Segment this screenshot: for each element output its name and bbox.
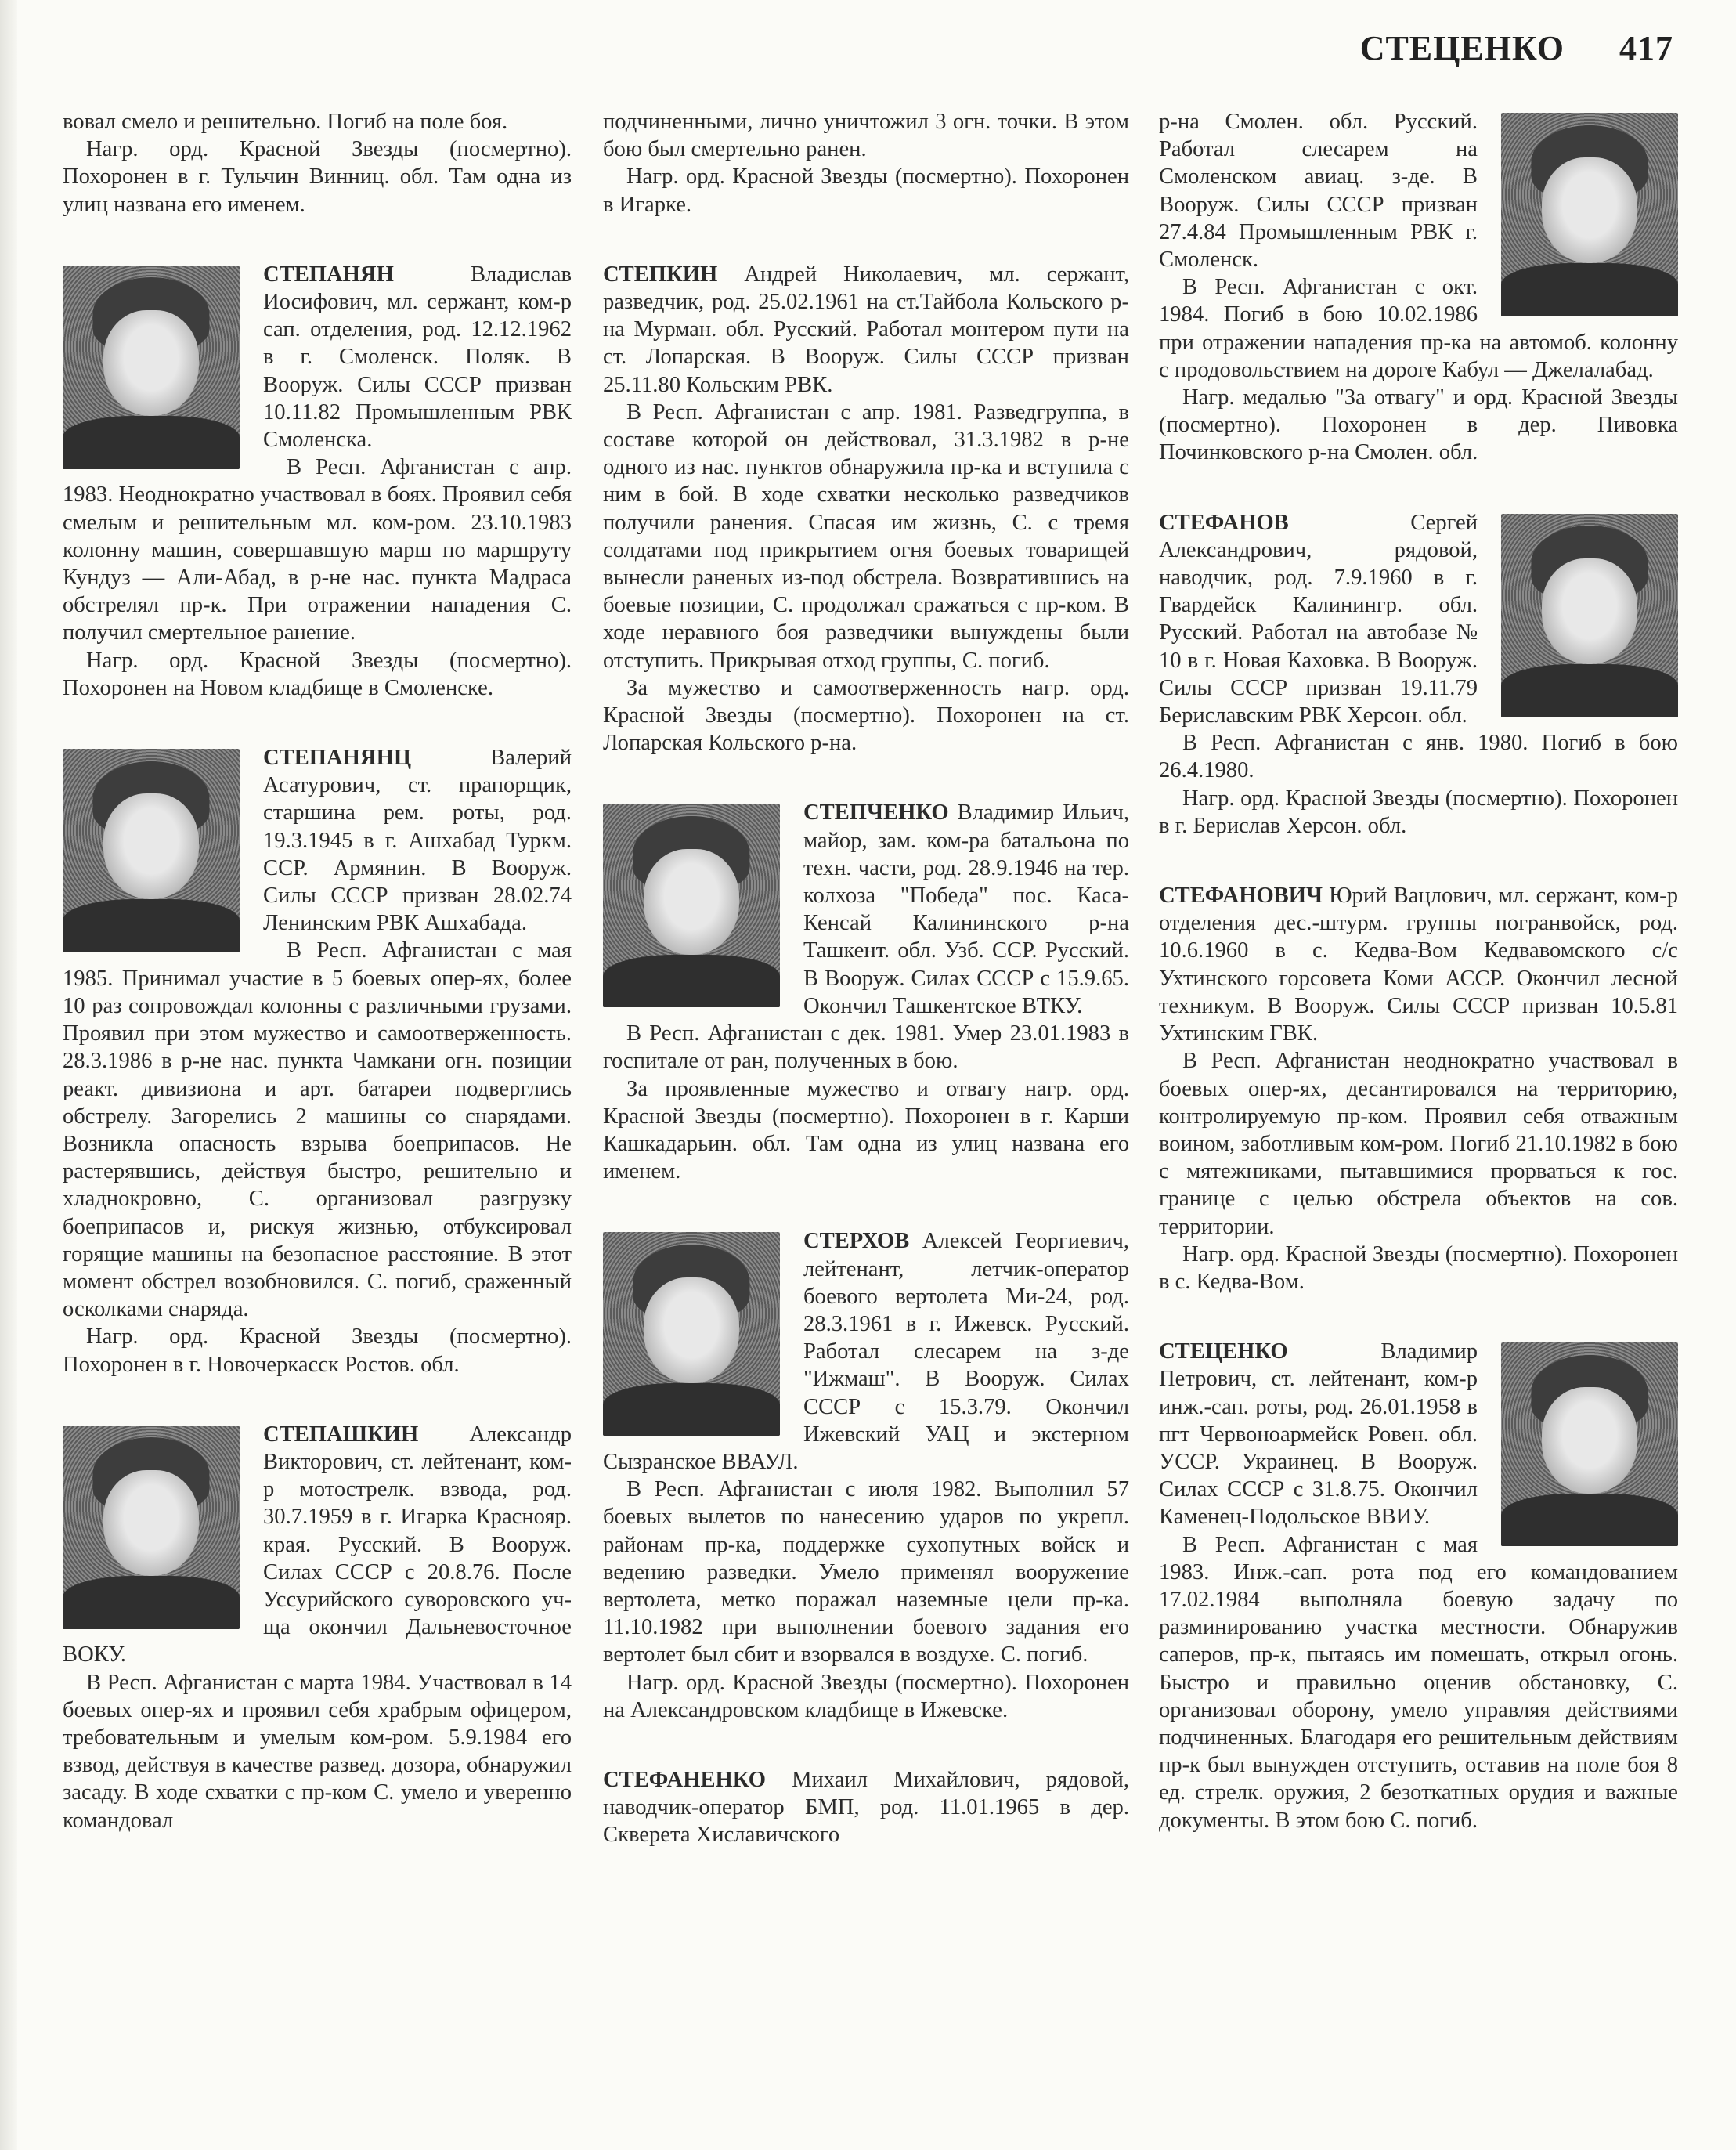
paragraph-text: В Респ. Афганистан с марта 1984. Участвовал в 14 боевых опер-ях и проявил себя храбрым офицером, требовательным и умелым ком-ром. 5.9.1984 его взвод, действуя в качестве развед. дозора, обнаружил засаду. В ходе схватки с пр-ком С. умело и уверенно командовал	[63, 1670, 572, 1833]
portrait-body	[1501, 1494, 1678, 1547]
paragraph-text: Валерий Асатурович, ст. прапорщик, старшина рем. роты, род. 19.3.1945 в г. Ашхабад Туркм. ССР. Армянин. В Вооруж. Силы СССР призван 28.02.74 Ленинским РВК Ашхабада.	[263, 746, 572, 936]
portrait-body	[1501, 664, 1678, 717]
paragraph-text: Нагр. медалью "За отвагу" и орд. Красной Звезды (посмертно). Похоронен в дер. Пивовка Починковского р-на Смолен. обл.	[1159, 385, 1678, 465]
running-head: СТЕЦЕНКО	[1359, 29, 1565, 67]
entry-paragraph	[603, 1020, 1129, 1075]
entry-paragraph	[603, 1075, 1129, 1186]
entry-paragraph	[63, 937, 572, 1323]
paragraph-text: Нагр. орд. Красной Звезды (посмертно). Похоронен в с. Кедва-Вом.	[1159, 1241, 1678, 1294]
entry-paragraph	[603, 674, 1129, 757]
biography-entry	[63, 744, 572, 1379]
column-2	[603, 108, 1129, 1849]
paragraph-text: вовал смело и решительно. Погиб на поле боя.	[63, 110, 508, 134]
biography-entry	[1159, 882, 1678, 1295]
paragraph-text: Андрей Николаевич, мл. сержант, разведчик, род. 25.02.1961 на ст.Тайбола Кольского р-на Мурман. обл. Русский. Работал монтером пути на ст. Лопарская. В Вооруж. Силы СССР призван 25.11.80 Кольским РВК.	[603, 262, 1129, 397]
biography-entry	[63, 261, 572, 702]
paragraph-text: Михаил Михайлович, рядовой, наводчик-оператор БМП, род. 11.01.1965 в дер. Скверета Хиславичского	[603, 1767, 1129, 1848]
entry-paragraph	[1159, 1241, 1678, 1295]
portrait-face	[1542, 1387, 1637, 1493]
entry-paragraph	[603, 1669, 1129, 1724]
portrait-body	[63, 899, 240, 952]
biography-entry	[603, 1227, 1129, 1724]
entry-surname: СТЕФАНОВИЧ	[1159, 883, 1323, 909]
paragraph-text: Нагр. орд. Красной Звезды (посмертно). Похоронен в г. Новочеркасск Ростов. обл.	[63, 1324, 572, 1377]
entry-paragraph	[603, 1476, 1129, 1668]
portrait-face	[103, 310, 199, 416]
biography-entry	[603, 1766, 1129, 1849]
entry-paragraph	[603, 399, 1129, 674]
portrait-face	[1542, 157, 1637, 263]
portrait-body	[603, 955, 780, 1008]
paragraph-text: Александр Викторович, ст. лейтенант, ком-р мотострелк. взвода, род. 30.7.1959 в г. Игарка Краснояр. края. Русский. В Вооруж. Силах СССР с 20.8.76. После Уссурийского суворовского уч-ща окончил Дальневосточное ВОКУ.	[63, 1422, 572, 1668]
paragraph-text: За проявленные мужество и отвагу нагр. орд. Красной Звезды (посмертно). Похоронен в г. Карши Кашкадарьин. обл. Там одна из улиц названа его именем.	[603, 1076, 1129, 1184]
paragraph-text: В Респ. Афганистан с апр. 1983. Неоднократно участвовал в боях. Проявил себя смелым и решительным мл. ком-ром. 23.10.1983 колонну машин, совершавшую марш по маршруту Кундуз — Али-Абад, в р-не нас. пункта Мадраса обстрелял пр-к. При отражении нападения С. получил смертельное ранение.	[63, 455, 572, 645]
column-3	[1159, 108, 1678, 1834]
portrait-photo	[1501, 514, 1678, 717]
column-1	[63, 108, 572, 1834]
entry-paragraph	[603, 163, 1129, 218]
paragraph-text: В Респ. Афганистан с мая 1985. Принимал участие в 5 боевых опер-ях, более 10 раз сопровождал колонны с различными грузами. Проявил при этом мужество и самоотверженность. 28.3.1986 в р-не нас. пункта Чамкани огн. позиции реакт. дивизиона и арт. батареи подверглись обстрелу. Загорелись 2 машины со снарядами. Возникла опасность взрыва боеприпасов. Не растерявшись, действуя быстро, решительно и хладнокровно, С. организовал разгрузку боеприпасов и, рискуя жизнью, отбуксировал горящие машины на безопасное расстояние. В этот момент обстрел возобновился. С. погиб, сраженный осколками снаряда.	[63, 938, 572, 1322]
paragraph-text: подчиненными, лично уничтожил 3 огн. точки. В этом бою был смертельно ранен.	[603, 110, 1129, 162]
portrait-face	[644, 1277, 739, 1383]
biography-entry	[1159, 509, 1678, 840]
page-header	[1360, 28, 1673, 68]
entry-surname: СТЕФАНОВ	[1159, 510, 1289, 535]
paragraph-text: Юрий Вацлович, мл. сержант, ком-р отделения дес.-штурм. группы погранвойск, род. 10.6.1960 в с. Кедва-Вом Кедвавомского с/с Ухтинского горсовета Коми АССР. Окончил лесной техникум. В Вооруж. Силы СССР призван 10.5.81 Ухтинским ГВК.	[1159, 883, 1678, 1046]
portrait-photo	[603, 1232, 780, 1436]
paragraph-text: За мужество и самоотверженность нагр. орд. Красной Звезды (посмертно). Похоронен на ст. Лопарская Кольского р-на.	[603, 675, 1129, 756]
entry-paragraph	[1159, 729, 1678, 784]
entry-paragraph	[63, 1323, 572, 1378]
portrait-body	[603, 1383, 780, 1436]
portrait-photo	[1501, 1342, 1678, 1546]
portrait-body	[63, 416, 240, 469]
paragraph-text: В Респ. Афганистан с мая 1983. Инж.-сап. рота под его командованием 17.02.1984 выполняла боевую задачу по разминированию участка местности. Обнаружив саперов, пр-к, пытаясь им помешать, открыл огонь. Быстро и правильно оценив обстановку, С. организовал оборону, умело управляя действиями подчиненных. Благодаря его решительным действиям пр-к был вынужден отступить, оставив на поле боя 8 ед. стрелк. оружия, 2 безоткатных орудия и важные документы. В этом бою С. погиб.	[1159, 1532, 1678, 1833]
portrait-body	[1501, 263, 1678, 316]
paragraph-text: Алексей Георгиевич, лейтенант, летчик-оператор боевого вертолета Ми-24, род. 28.3.1961 в г. Ижевск. Русский. Работал слесарем на з-де "Ижмаш". В Вооруж. Силах СССР с 15.3.79. Окончил Ижевский УАЦ и экстерном Сызранское ВВАУЛ.	[603, 1229, 1129, 1474]
portrait-face	[103, 793, 199, 899]
paragraph-text: В Респ. Афганистан с окт. 1984. Погиб в бою 10.02.1986 при отражении нападения пр-ка на автомоб. колонну с продовольствием на дороге Кабул — Джелалабад.	[1159, 275, 1678, 382]
entry-surname: СТЕПАШКИН	[263, 1422, 419, 1447]
paragraph-text: В Респ. Афганистан с апр. 1981. Разведгруппа, в составе которой он действовал, 31.3.1982 в р-не одного из нас. пунктов обнаружила пр-ка и вступила с ним в бой. В ходе схватки несколько разведчиков получили ранения. Спасая им жизнь, С. с тремя солдатами под прикрытием огня боевых товарищей вынесли раненых из-под обстрела. Возвратившись на боевые позиции, С. продолжал сражаться с пр-ком. В ходе неравного боя разведчики вынуждены были отступить. Прикрывая отход группы, С. погиб.	[603, 399, 1129, 673]
paragraph-text: Владислав Иосифович, мл. сержант, ком-р сап. отделения, род. 12.12.1962 в г. Смоленск. Поляк. В Вооруж. Силы СССР призван 10.11.82 Промышленным РВК Смоленска.	[263, 262, 572, 453]
entry-paragraph	[63, 1669, 572, 1834]
paragraph-text: Нагр. орд. Красной Звезды (посмертно). Похоронен на Александровском кладбище в Ижевске.	[603, 1670, 1129, 1722]
entry-paragraph	[63, 136, 572, 219]
portrait-photo	[603, 804, 780, 1007]
entry-surname: СТЕПЧЕНКО	[803, 800, 949, 826]
paragraph-text: Сергей Александрович, рядовой, наводчик, род. 7.9.1960 в г. Гвардейск Калинингр. обл. Русский. Работал на автобазе № 10 в г. Новая Каховка. В Вооруж. Силы СССР призван 19.11.79 Бериславским РВК Херсон. обл.	[1159, 510, 1478, 728]
paragraph-text: Владимир Ильич, майор, зам. ком-ра батальона по техн. части, род. 28.9.1946 на тер. колхоза "Победа" пос. Каса-Кенсай Калининского р-на Ташкент. обл. Узб. ССР. Русский. В Вооруж. Силах СССР с 15.9.65. Окончил Ташкентское ВТКУ.	[803, 800, 1129, 1018]
biography-entry	[63, 1421, 572, 1834]
paragraph-text: В Респ. Афганистан с янв. 1980. Погиб в бою 26.4.1980.	[1159, 731, 1678, 783]
entry-surname: СТЕПКИН	[603, 262, 718, 287]
paragraph-text: В Респ. Афганистан с дек. 1981. Умер 23.01.1983 в госпитале от ран, полученных в бою.	[603, 1021, 1129, 1074]
portrait-photo	[63, 266, 240, 469]
entry-continuation	[603, 108, 1129, 219]
entry-continuation	[1159, 108, 1678, 467]
entry-continuation	[63, 108, 572, 219]
entry-surname: СТЕФАНЕНКО	[603, 1767, 767, 1792]
entry-paragraph	[1159, 882, 1678, 1047]
book-spine-shadow	[0, 0, 17, 2150]
paragraph-text: Нагр. орд. Красной Звезды (посмертно). Похоронен в г. Тульчин Винниц. обл. Там одна из улиц названа его именем.	[63, 137, 572, 217]
entry-paragraph	[603, 1766, 1129, 1849]
entry-paragraph	[603, 261, 1129, 399]
portrait-face	[1542, 558, 1637, 664]
paragraph-text: Владимир Петрович, ст. лейтенант, ком-р инж.-сап. роты, род. 26.01.1958 в пгт Червоноармейск Ровен. обл. УССР. Украинец. В Вооруж. Силах СССР с 31.8.75. Окончил Каменец-Подольское ВВИУ.	[1159, 1339, 1478, 1530]
entry-paragraph	[603, 108, 1129, 163]
biography-entry	[603, 799, 1129, 1185]
portrait-face	[644, 849, 739, 955]
portrait-photo	[1501, 113, 1678, 316]
entry-surname: СТЕПАНЯН	[263, 262, 394, 287]
portrait-photo	[63, 749, 240, 952]
paragraph-text: Нагр. орд. Красной Звезды (посмертно). Похоронен в г. Берислав Херсон. обл.	[1159, 786, 1678, 838]
entry-paragraph	[1159, 1047, 1678, 1240]
entry-surname: СТЕЦЕНКО	[1159, 1339, 1288, 1364]
entry-surname: СТЕПАНЯНЦ	[263, 746, 412, 771]
entry-surname: СТЕРХОВ	[803, 1229, 910, 1254]
entry-paragraph	[63, 108, 572, 136]
entry-paragraph	[1159, 1531, 1678, 1834]
biography-entry	[1159, 1338, 1678, 1834]
portrait-body	[63, 1576, 240, 1629]
portrait-photo	[63, 1426, 240, 1629]
portrait-face	[103, 1470, 199, 1576]
entry-paragraph	[63, 453, 572, 646]
paragraph-text: Нагр. орд. Красной Звезды (посмертно). Похоронен на Новом кладбище в Смоленске.	[63, 648, 572, 700]
entry-paragraph	[1159, 384, 1678, 467]
paragraph-text: Нагр. орд. Красной Звезды (посмертно). Похоронен в Игарке.	[603, 164, 1129, 217]
page-number: 417	[1619, 29, 1673, 67]
entry-paragraph	[63, 647, 572, 702]
biography-entry	[603, 261, 1129, 757]
paragraph-text: р-на Смолен. обл. Русский. Работал слесарем на Смоленском авиац. з-де. В Вооруж. Силы СССР призван 27.4.84 Промышленным РВК г. Смоленск.	[1159, 110, 1478, 273]
paragraph-text: В Респ. Афганистан неоднократно участвовал в боевых опер-ях, десантировался на территорию, контролируемую пр-ком. Проявил себя отважным воином, заботливым ком-ром. Погиб 21.10.1982 в бою с мятежниками, пытавшимися прорваться к гос. границе с целью обстрела объектов на сов. территории.	[1159, 1049, 1678, 1239]
paragraph-text: В Респ. Афганистан с июля 1982. Выполнил 57 боевых вылетов по нанесению ударов по укрепл. районам пр-ка, поддержке сухопутных войск и ведению разведки. Умело применял вооружение вертолета, метко поражал наземные цели пр-ка. 11.10.1982 при выполнении боевого задания его вертолет был сбит и взорвался в воздухе. С. погиб.	[603, 1477, 1129, 1668]
entry-paragraph	[1159, 785, 1678, 840]
